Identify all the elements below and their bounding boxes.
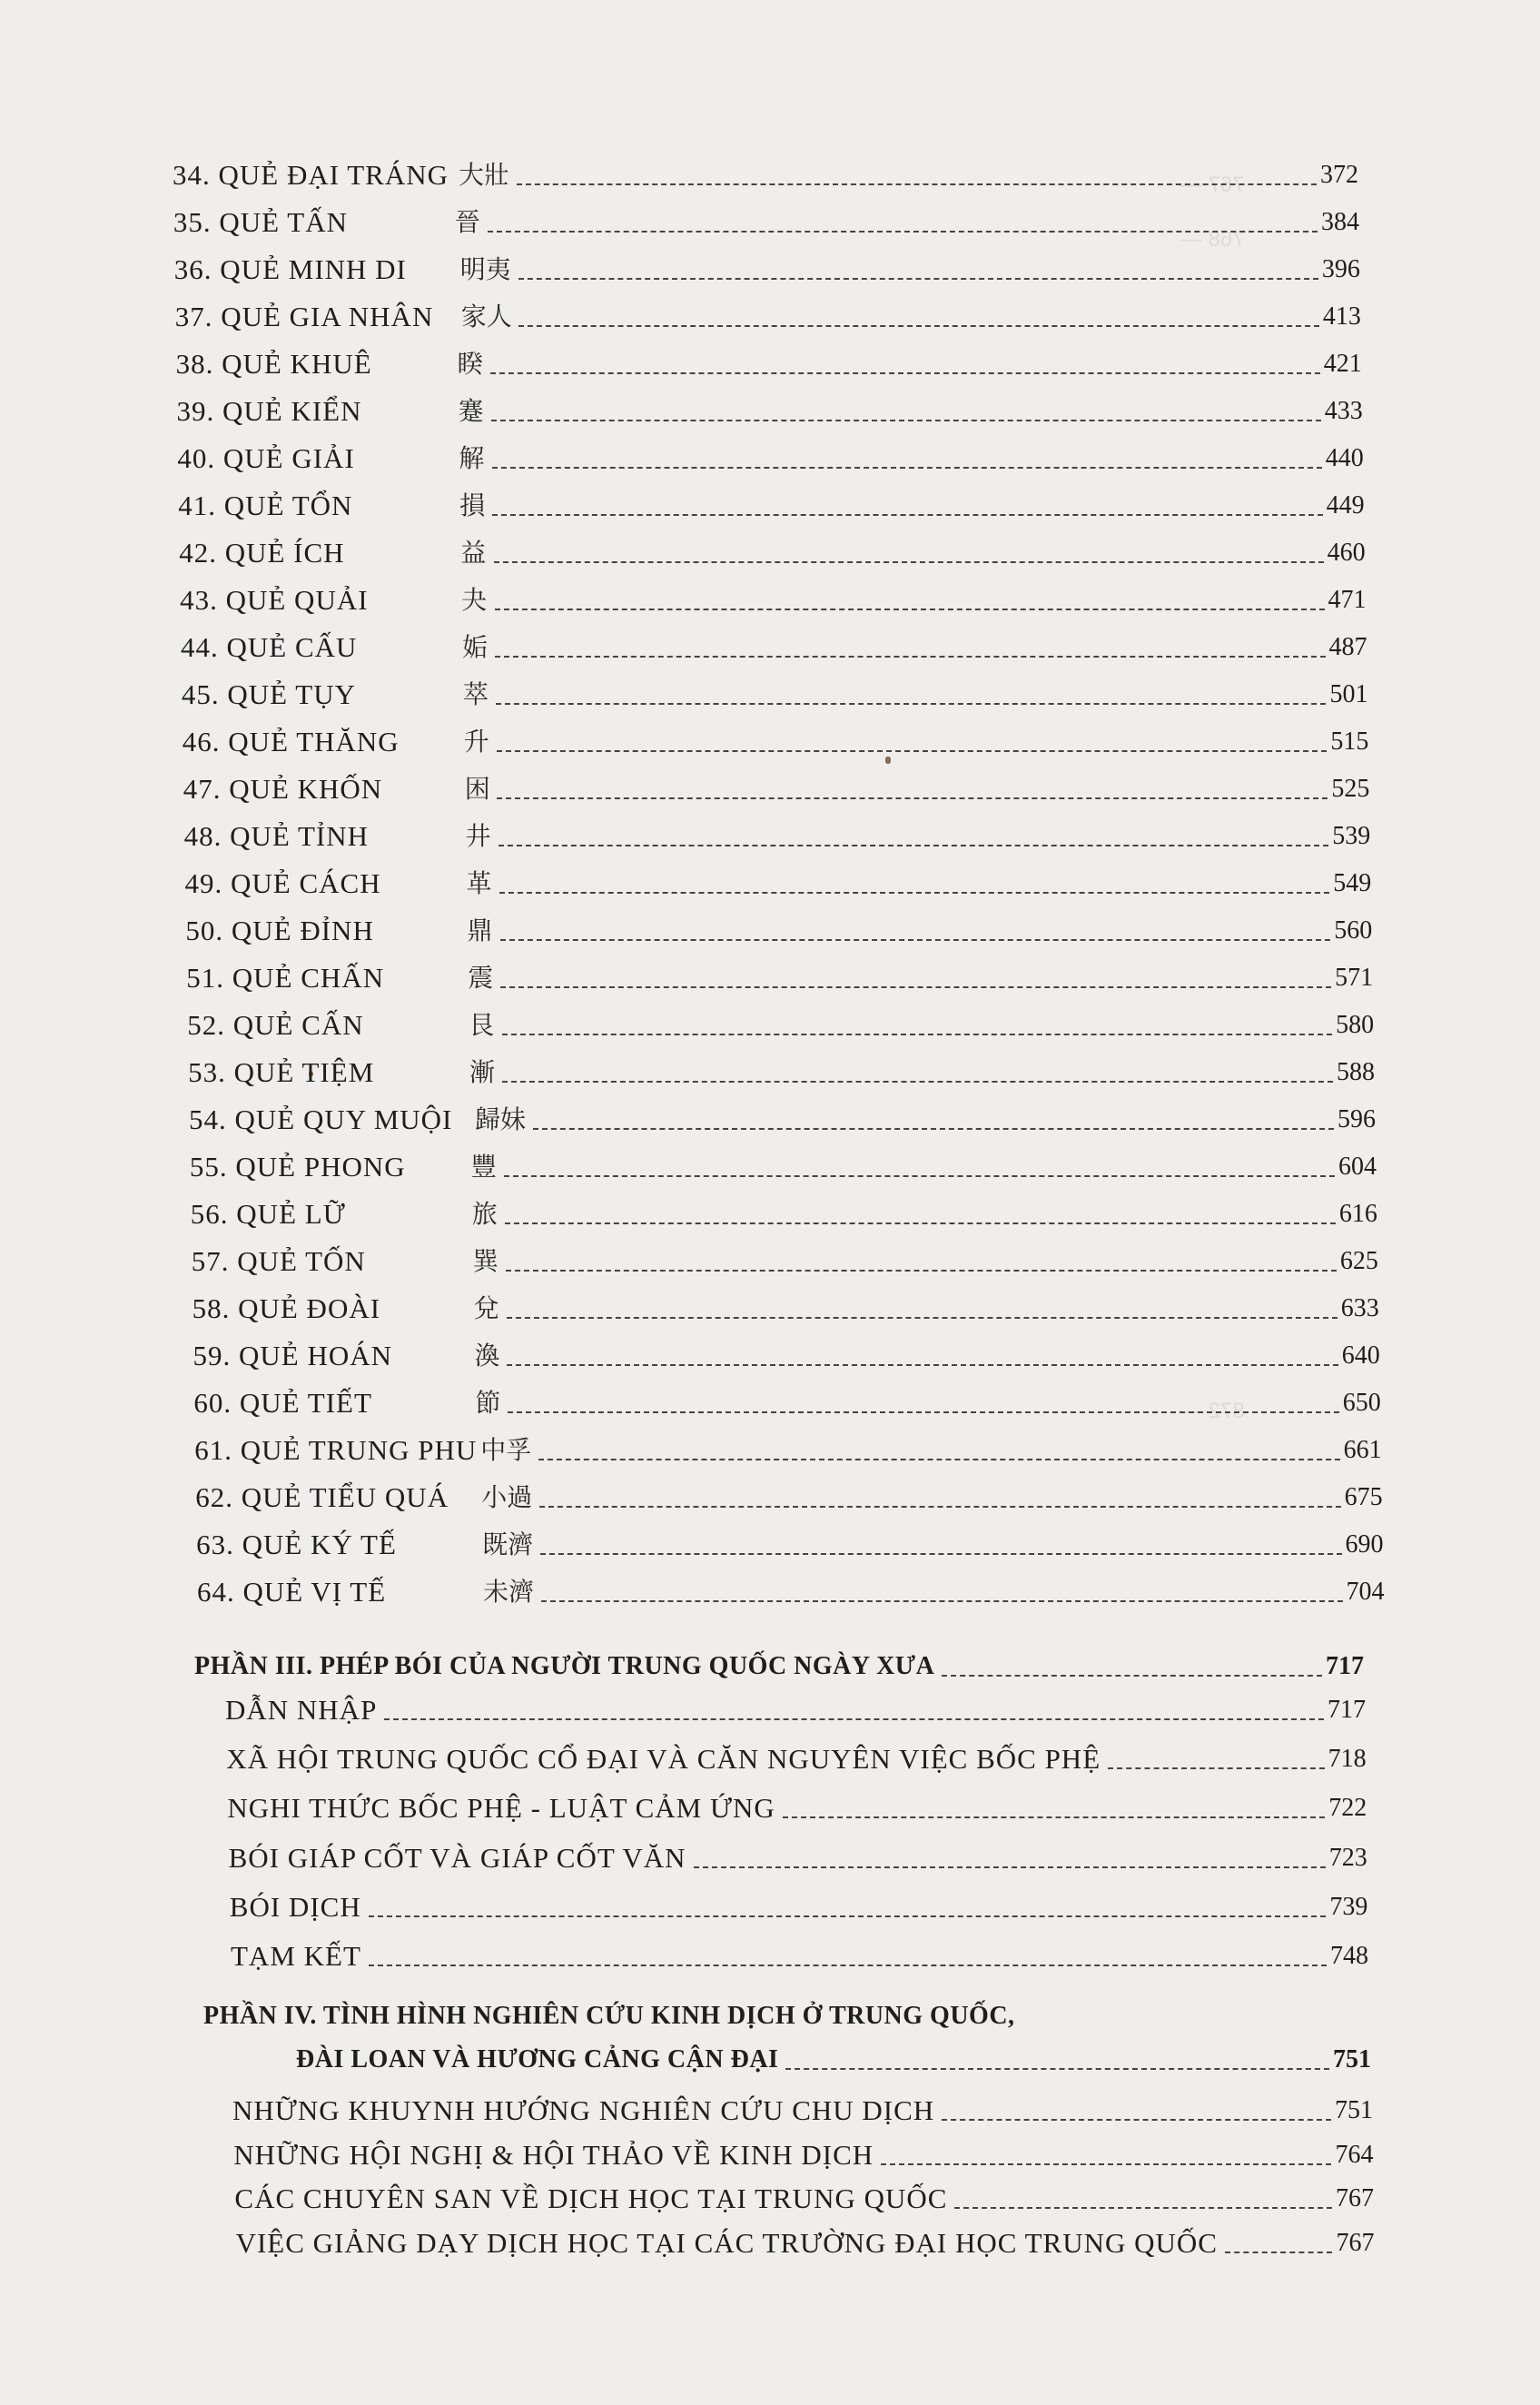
dot-leader (942, 2119, 1331, 2121)
dot-leader (942, 1675, 1322, 1677)
toc-entry-part3-item (226, 1734, 1366, 1777)
toc-entry-page: 722 (1328, 1794, 1367, 1823)
toc-entry-label: 47. QUẺ KHỐN (183, 773, 383, 805)
toc-entry-chinese: 損 (459, 490, 486, 520)
toc-entry-part3-item (230, 1882, 1368, 1925)
toc-entry-hexagram (196, 1519, 1383, 1563)
toc-entry-chinese: 鼎 (467, 915, 493, 945)
dot-leader (490, 372, 1320, 374)
toc-entry-page: 717 (1328, 1696, 1366, 1724)
toc-entry-label: 50. QUẺ ĐỈNH (185, 915, 374, 946)
toc-entry-label: 51. QUẺ CHẤN (186, 962, 385, 994)
toc-entry-page: 525 (1331, 775, 1370, 803)
dot-leader (497, 797, 1328, 799)
dot-leader (1225, 2252, 1333, 2253)
toc-entry-hexagram (195, 1472, 1382, 1516)
toc-entry-chinese: 歸妹 (475, 1104, 527, 1134)
dot-leader (507, 1317, 1338, 1319)
toc-entry-label: 45. QUẺ TỤY (181, 678, 357, 710)
dot-leader (499, 892, 1330, 894)
toc-entry-chinese: 夬 (461, 585, 488, 615)
toc-entry-chinese: 未濟 (483, 1577, 535, 1607)
toc-entry-label: 63. QUẺ KÝ TẾ (196, 1529, 397, 1560)
toc-entry-page: 616 (1338, 1200, 1377, 1228)
toc-entry-hexagram (173, 197, 1359, 241)
toc-entry-hexagram (178, 480, 1364, 524)
toc-entry-label: 42. QUẺ ÍCH (179, 537, 345, 569)
toc-entry-label: 60. QUẺ TIẾT (193, 1387, 372, 1419)
toc-section-part3 (194, 1641, 1364, 1685)
dot-leader (495, 609, 1325, 610)
toc-entry-chinese: 巽 (472, 1246, 499, 1276)
toc-entry-hexagram (193, 1331, 1380, 1374)
toc-entry-page: 739 (1329, 1892, 1368, 1921)
dot-leader (499, 845, 1328, 846)
toc-entry-page: 421 (1323, 350, 1362, 378)
toc-entry-label: 46. QUẺ THĂNG (182, 726, 400, 757)
toc-entry-page: 596 (1338, 1105, 1376, 1133)
toc-entry-part3-item (227, 1783, 1367, 1826)
toc-entry-part3-item (231, 1931, 1368, 1974)
toc-entry-page: 718 (1328, 1745, 1367, 1774)
dot-leader (369, 1965, 1327, 1966)
toc-entry-chinese: 渙 (474, 1341, 500, 1371)
toc-entry-label: DẪN NHẬP (225, 1694, 378, 1726)
toc-entry-hexagram (183, 764, 1370, 807)
toc-entry-chinese: 升 (463, 727, 489, 757)
bleed-through: 872 — (1180, 1399, 1245, 1423)
dot-leader (694, 1866, 1326, 1868)
toc-entry-page: 604 (1338, 1153, 1377, 1181)
toc-entry-label: 38. QUẺ KHUÊ (175, 348, 372, 380)
toc-entry-chinese: 解 (459, 443, 485, 473)
toc-entry-hexagram (185, 906, 1372, 949)
dot-leader (1108, 1767, 1324, 1769)
toc-entry-label: 41. QUẺ TỔN (178, 490, 353, 521)
toc-entry-part3-item (225, 1685, 1366, 1728)
dot-leader (541, 1600, 1342, 1602)
toc-entry-label: CÁC CHUYÊN SAN VỀ DỊCH HỌC TẠI TRUNG QUỐC (234, 2182, 948, 2214)
toc-entry-hexagram (194, 1425, 1381, 1469)
toc-entry-page: 549 (1333, 869, 1372, 897)
toc-entry-label: 40. QUẺ GIẢI (177, 442, 355, 474)
toc-entry-label: 43. QUẺ QUẢI (180, 584, 369, 616)
toc-entry-page: 675 (1344, 1483, 1383, 1511)
toc-entry-label: 55. QUẺ PHONG (189, 1151, 406, 1183)
toc-entry-page: 571 (1335, 964, 1374, 992)
toc-entry-hexagram (189, 1094, 1376, 1138)
dot-leader (491, 420, 1321, 421)
toc-entry-label: 53. QUẺ TIỆM (188, 1056, 375, 1088)
toc-entry-page: 413 (1322, 302, 1361, 331)
toc-entry-chinese: 旅 (471, 1199, 498, 1229)
toc-section-part4 (296, 2034, 1371, 2078)
toc-entry-chinese: 明夷 (459, 254, 511, 284)
toc-entry-chinese: 革 (466, 868, 492, 898)
dot-leader (505, 1222, 1336, 1224)
toc-entry-page: 704 (1346, 1578, 1385, 1606)
dot-leader (517, 183, 1317, 185)
toc-entry-label: BÓI GIÁP CỐT VÀ GIÁP CỐT VĂN (228, 1841, 686, 1874)
toc-entry-hexagram (191, 1189, 1377, 1232)
toc-section-part4-line1 (203, 1991, 1369, 2034)
dot-leader (500, 986, 1331, 988)
toc-entry-label: NGHI THỨC BỐC PHỆ - LUẬT CẢM ỨNG (227, 1792, 775, 1825)
toc-entry-label: 61. QUẺ TRUNG PHU (194, 1434, 478, 1466)
dot-leader (539, 1506, 1340, 1508)
toc-entry-chinese: 晉 (454, 207, 480, 237)
toc-entry-chinese: 小過 (481, 1482, 533, 1512)
toc-entry-hexagram (181, 622, 1367, 666)
toc-entry-part4-item (234, 2173, 1374, 2217)
toc-entry-label: 44. QUẺ CẤU (181, 631, 358, 663)
toc-entry-hexagram (197, 1567, 1385, 1610)
toc-entry-hexagram (187, 1000, 1374, 1044)
toc-entry-label: PHẦN IV. TÌNH HÌNH NGHIÊN CỨU KINH DỊCH Ở TRUNG QUỐC, (203, 2002, 1015, 2030)
toc-entry-label: VIỆC GIẢNG DẠY DỊCH HỌC TẠI CÁC TRƯỜNG ĐẠI HỌC TRUNG QUỐC (235, 2226, 1218, 2259)
toc-entry-label: 37. QUẺ GIA NHÂN (174, 301, 434, 332)
toc-entry-label: XÃ HỘI TRUNG QUỐC CỔ ĐẠI VÀ CĂN NGUYÊN VIỆC BỐC PHỆ (226, 1743, 1101, 1776)
toc-entry-page: 560 (1334, 916, 1373, 945)
toc-entry-label: PHẦN III. PHÉP BÓI CỦA NGƯỜI TRUNG QUỐC NGÀY XƯA (194, 1652, 935, 1680)
toc-entry-label: 64. QUẺ VỊ TẾ (197, 1576, 387, 1608)
toc-entry-hexagram (184, 811, 1371, 855)
toc-entry-page: 471 (1328, 586, 1367, 614)
dot-leader (954, 2207, 1332, 2209)
toc-entry-page: 515 (1330, 727, 1369, 756)
toc-entry-chinese: 節 (475, 1388, 501, 1418)
toc-entry-label: 57. QUẺ TỐN (191, 1245, 366, 1277)
toc-entry-hexagram (177, 433, 1363, 477)
toc-entry-page: 640 (1341, 1341, 1380, 1370)
toc-entry-part4-item (232, 2085, 1373, 2129)
dot-leader (518, 325, 1318, 327)
dot-leader (785, 2068, 1329, 2070)
toc-entry-label: 48. QUẺ TỈNH (183, 820, 370, 852)
toc-entry-page: 690 (1345, 1530, 1384, 1559)
toc-entry-part4-item (236, 2218, 1375, 2261)
dot-leader (369, 1915, 1327, 1917)
dot-leader (504, 1175, 1335, 1177)
toc-entry-hexagram (176, 339, 1362, 382)
toc-entry-chinese: 姤 (462, 632, 489, 662)
dot-leader (502, 1081, 1333, 1083)
toc-entry-page: 384 (1320, 208, 1359, 236)
dot-leader (508, 1411, 1339, 1413)
toc-entry-hexagram (179, 528, 1365, 571)
dot-leader (518, 278, 1318, 280)
toc-entry-label: 49. QUẺ CÁCH (184, 867, 381, 899)
toc-entry-chinese: 蹇 (458, 396, 484, 426)
dot-leader (496, 703, 1326, 705)
toc-entry-label: TẠM KẾT (231, 1940, 361, 1972)
toc-entry-page: 650 (1342, 1389, 1381, 1417)
toc-entry-part4-item (233, 2130, 1373, 2173)
toc-entry-page: 717 (1326, 1652, 1364, 1680)
dot-leader (488, 231, 1318, 233)
toc-entry-chinese: 大壯 (459, 160, 510, 190)
toc-entry-page: 460 (1327, 539, 1366, 567)
toc-entry-page: 588 (1337, 1058, 1376, 1086)
toc-entry-hexagram (173, 150, 1358, 193)
toc-entry-label: 36. QUẺ MINH DI (173, 253, 407, 285)
dot-leader (494, 561, 1324, 563)
toc-entry-chinese: 中孚 (480, 1435, 532, 1465)
toc-entry-hexagram (174, 244, 1360, 288)
bleed-through: 768 — (1180, 227, 1245, 252)
toc-entry-label: 35. QUẺ TẤN (173, 206, 349, 238)
toc-entry-chinese: 豐 (470, 1152, 497, 1182)
toc-entry-label: 62. QUẺ TIỂU QUÁ (195, 1481, 449, 1513)
toc-entry-hexagram (192, 1236, 1378, 1280)
toc-entry-page: 487 (1328, 633, 1367, 661)
toc-entry-chinese: 漸 (469, 1057, 496, 1087)
toc-entry-label: NHỮNG KHUYNH HƯỚNG NGHIÊN CỨU CHU DỊCH (232, 2094, 935, 2126)
toc-entry-hexagram (183, 717, 1369, 760)
toc-entry-chinese: 井 (465, 821, 491, 851)
toc-entry-page: 501 (1329, 680, 1368, 708)
toc-entry-chinese: 萃 (462, 679, 489, 709)
toc-entry-page: 433 (1324, 397, 1363, 425)
toc-entry-chinese: 兌 (473, 1293, 499, 1323)
toc-entry-page: 723 (1328, 1843, 1367, 1872)
dot-leader (538, 1459, 1339, 1460)
toc-entry-label: 59. QUẺ HOÁN (192, 1340, 393, 1371)
dot-leader (497, 750, 1328, 752)
dot-leader (540, 1553, 1342, 1555)
toc-entry-hexagram (193, 1378, 1380, 1421)
dot-leader (500, 939, 1330, 941)
toc-entry-label: NHỮNG HỘI NGHỊ & HỘI THẢO VỀ KINH DỊCH (233, 2138, 874, 2171)
toc-entry-page: 396 (1321, 255, 1360, 283)
dot-leader (384, 1718, 1324, 1720)
dot-leader (506, 1270, 1337, 1272)
toc-entry-chinese: 既濟 (482, 1529, 534, 1559)
toc-entry-page: 764 (1335, 2140, 1374, 2169)
toc-entry-hexagram (192, 1283, 1379, 1327)
toc-entry-chinese: 益 (460, 538, 487, 568)
toc-entry-hexagram (188, 1047, 1375, 1091)
dot-leader (783, 1816, 1325, 1818)
toc-entry-hexagram (177, 386, 1363, 430)
toc-entry-chinese: 睽 (457, 349, 483, 379)
toc-entry-page: 625 (1339, 1247, 1378, 1275)
toc-entry-label: ĐÀI LOAN VÀ HƯƠNG CẢNG CẬN ĐẠI (296, 2045, 779, 2073)
toc-entry-chinese: 艮 (469, 1010, 495, 1040)
toc-entry-chinese: 震 (468, 963, 494, 993)
toc-entry-page: 539 (1332, 822, 1371, 850)
toc-entry-hexagram (190, 1142, 1377, 1185)
toc-entry-label: 54. QUẺ QUY MUỘI (189, 1104, 453, 1135)
toc-entry-page: 661 (1343, 1436, 1382, 1464)
toc-entry-page: 449 (1326, 491, 1365, 520)
toc-entry-page: 751 (1333, 2045, 1371, 2073)
toc-entry-label: 39. QUẺ KIỂN (176, 395, 362, 427)
dot-leader (492, 467, 1322, 469)
toc-entry-label: 34. QUẺ ĐẠI TRÁNG (173, 159, 449, 191)
toc-entry-page: 372 (1320, 161, 1358, 189)
toc-entry-page: 633 (1340, 1294, 1379, 1322)
toc-entry-page: 440 (1325, 444, 1364, 472)
dot-leader (492, 514, 1322, 516)
toc-entry-label: BÓI DỊCH (229, 1890, 361, 1923)
toc-entry-label: 52. QUẺ CẤN (187, 1009, 364, 1041)
bleed-through: 767 — (1180, 173, 1245, 197)
toc-entry-page: 580 (1336, 1011, 1375, 1039)
toc-entry-page: 767 (1336, 2228, 1375, 2257)
toc-entry-chinese: 家人 (460, 302, 512, 332)
toc-entry-hexagram (182, 669, 1368, 713)
toc-entry-hexagram (186, 953, 1373, 996)
toc-entry-page: 748 (1330, 1942, 1368, 1970)
dot-leader (507, 1364, 1338, 1366)
dot-leader (881, 2163, 1331, 2165)
toc-entry-hexagram (185, 858, 1372, 902)
dot-leader (502, 1034, 1332, 1035)
toc-entry-chinese: 困 (464, 774, 490, 804)
toc-entry-label: 56. QUẺ LỮ (190, 1198, 346, 1230)
toc-entry-page: 751 (1335, 2096, 1373, 2124)
toc-entry-label: 58. QUẺ ĐOÀI (192, 1292, 381, 1324)
toc-entry-hexagram (175, 292, 1361, 335)
toc-entry-page: 767 (1335, 2184, 1374, 2212)
toc-entry-hexagram (180, 575, 1366, 619)
dot-leader (533, 1128, 1334, 1130)
dot-leader (495, 656, 1325, 658)
toc-entry-part3-item (229, 1833, 1367, 1876)
